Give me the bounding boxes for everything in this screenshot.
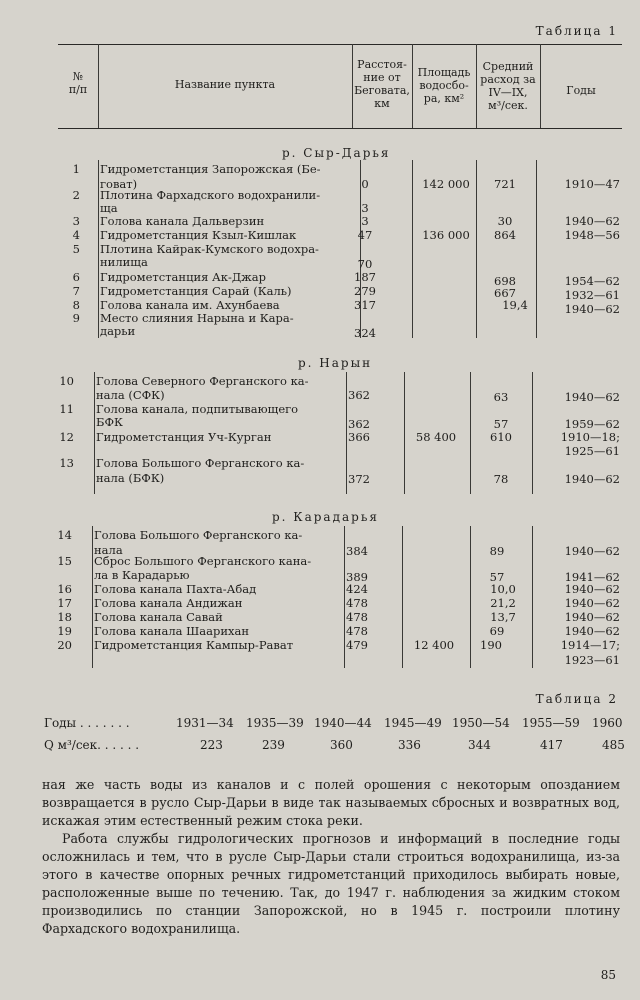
row-years: 1948—56 — [564, 228, 620, 242]
row-flow: 864 — [494, 228, 516, 242]
row-distance: 478 — [346, 624, 368, 638]
table2-caption: Таблица 2 — [535, 692, 618, 706]
row-name-continued: говат) — [100, 177, 138, 191]
col-divider — [532, 372, 533, 494]
row-area: 58 400 — [415, 430, 457, 444]
row-name: Голова канала Дальверзин — [100, 214, 265, 228]
row-name: Сброс Большого Ферганского кана- — [94, 554, 312, 568]
row-name-continued: ла в Карадарью — [94, 568, 190, 582]
table2-flow-cell: 360 — [330, 738, 353, 752]
table2-flow-label: Q м³/сек. . . . . . — [44, 738, 140, 752]
row-distance: 384 — [346, 544, 368, 558]
row-number: 20 — [57, 638, 72, 652]
table2-year-cell: 1931—34 — [176, 716, 234, 730]
row-name: Гидрометстанция Сарай (Каль) — [100, 284, 292, 298]
table1-caption: Таблица 1 — [535, 24, 618, 38]
table1-header-rule — [58, 128, 622, 129]
table2-years-label: Годы . . . . . . . — [44, 716, 130, 730]
row-flow: 610 — [490, 430, 512, 444]
row-number: 2 — [72, 188, 80, 202]
row-distance: 389 — [346, 570, 368, 584]
row-area: 12 400 — [413, 638, 455, 652]
row-name: Голова канала им. Ахунбаева — [100, 298, 280, 312]
row-name: Гидрометстанция Уч-Курган — [96, 430, 272, 444]
row-years: 1940—62 — [564, 214, 620, 228]
row-flow: 21,2 — [490, 596, 516, 610]
header-num: № п/п — [68, 70, 88, 96]
row-years: 1940—62 — [564, 624, 620, 638]
row-number: 1 — [72, 162, 80, 176]
row-flow: 57 — [493, 417, 509, 431]
row-number: 14 — [57, 528, 72, 542]
row-flow: 13,7 — [490, 610, 516, 624]
row-distance: 362 — [348, 388, 370, 402]
row-years: 1941—62 — [564, 570, 620, 584]
row-distance: 479 — [346, 638, 368, 652]
table1-top-rule — [58, 44, 622, 45]
row-flow: 57 — [489, 570, 505, 584]
header-years: Годы — [566, 84, 596, 97]
table2-year-cell: 1950—54 — [452, 716, 510, 730]
table2-year-cell: 1945—49 — [384, 716, 442, 730]
row-years: 1940—62 — [564, 596, 620, 610]
row-flow: 190 — [480, 638, 502, 652]
body-text — [42, 776, 620, 938]
row-name: Место слияния Нарына и Кара- — [100, 311, 294, 325]
row-years: 1932—61 — [564, 288, 620, 302]
row-years: 1940—62 — [564, 582, 620, 596]
col-divider — [94, 372, 95, 494]
table2-flow-cell: 344 — [468, 738, 491, 752]
row-years: 1910—47 — [564, 177, 620, 191]
row-distance: 478 — [346, 596, 368, 610]
row-number: 12 — [59, 430, 74, 444]
row-distance: 366 — [348, 430, 370, 444]
row-name: Голова канала Шаарихан — [94, 624, 250, 638]
table2-year-cell: 1940—44 — [314, 716, 372, 730]
row-distance: 478 — [346, 610, 368, 624]
row-flow: 19,4 — [502, 298, 528, 312]
row-years: 1954—62 — [564, 274, 620, 288]
table2-flow-cell: 417 — [540, 738, 563, 752]
row-number: 9 — [72, 311, 80, 325]
row-flow: 667 — [494, 286, 516, 300]
row-flow: 721 — [494, 177, 516, 191]
row-years: 1914—17; — [560, 638, 620, 652]
row-number: 4 — [72, 228, 80, 242]
col-divider — [98, 160, 99, 338]
row-years: 1940—62 — [564, 610, 620, 624]
header-distance: Расстоя- ние от Беговата, км — [354, 58, 410, 110]
section-title-syr-darya: р. Сыр-Дарья — [282, 146, 391, 160]
table2-flow-cell: 239 — [262, 738, 285, 752]
row-name-continued: БФК — [96, 415, 123, 429]
row-area: 136 000 — [422, 228, 470, 242]
col-divider — [404, 372, 405, 494]
table2-flow-cell: 336 — [398, 738, 421, 752]
row-name: Гидрометстанция Кампыр-Рават — [94, 638, 294, 652]
row-distance: 279 — [354, 284, 376, 298]
row-number: 19 — [57, 624, 72, 638]
table2-year-cell: 1935—39 — [246, 716, 304, 730]
row-years: 1940—62 — [564, 390, 620, 404]
table2-year-cell: 1955—59 — [522, 716, 580, 730]
paragraph: Работа службы гидрологических прогнозов и информаций в последние годы осложнилась и тем, что в русле Сыр-Дарьи стали строиться водохранилища, из-за этого в качестве опорных речных гидрометстанций приходилось выбирать новые, расположенные выше по течению. Так, до 1947 г. наблюдения за жидким стоком производились по станции Запорожской, но в 1945 г. построили плотину Фархадского водохранилища. — [42, 831, 620, 936]
row-flow: 78 — [493, 472, 509, 486]
col-divider — [402, 526, 403, 668]
row-name: Голова Северного Ферганского ка- — [96, 374, 309, 388]
row-name-continued: нала — [94, 543, 123, 557]
row-flow: 69 — [489, 624, 505, 638]
row-flow: 89 — [489, 544, 505, 558]
row-number: 18 — [57, 610, 72, 624]
row-number: 16 — [57, 582, 72, 596]
row-distance: 3 — [361, 201, 369, 215]
header-name: Название пункта — [174, 78, 276, 91]
row-number: 3 — [72, 214, 80, 228]
row-name: Голова Большого Ферганского ка- — [94, 528, 303, 542]
row-number: 6 — [72, 270, 80, 284]
row-name: Гидрометстанция Ак-Джар — [100, 270, 266, 284]
row-name: Голова Большого Ферганского ка- — [96, 456, 305, 470]
row-years: 1959—62 — [564, 417, 620, 431]
row-area: 142 000 — [422, 177, 470, 191]
col-divider — [412, 160, 413, 338]
row-flow: 698 — [494, 274, 516, 288]
row-number: 5 — [72, 242, 80, 256]
row-name: Голова канала Савай — [94, 610, 223, 624]
row-flow: 63 — [493, 390, 509, 404]
col-divider — [532, 526, 533, 668]
col-divider — [98, 44, 99, 128]
paragraph: ная же часть воды из каналов и с полей орошения с некоторым опозданием возвращается в русло Сыр-Дарьи в виде так называемых сбросных и возвратных вод, искажая этим естественный режим стока реки. — [42, 777, 620, 828]
row-name: Плотина Кайрак-Кумского водохра- — [100, 242, 319, 256]
row-years: 1910—18; — [560, 430, 620, 444]
section-title-karadarya: р. Карадарья — [272, 510, 379, 524]
row-name: Гидрометстанция Кзыл-Кишлак — [100, 228, 297, 242]
table2-flow-cell: 485 — [602, 738, 625, 752]
row-number: 17 — [57, 596, 72, 610]
row-name-continued: нала (БФК) — [96, 471, 165, 485]
row-distance: 3 — [361, 214, 369, 228]
row-name: Голова канала, подпитывающего — [96, 402, 299, 416]
row-number: 13 — [59, 456, 74, 470]
row-distance: 70 — [357, 257, 373, 271]
header-flow: Средний расход за IV—IX, м³/сек. — [480, 60, 536, 112]
col-divider — [470, 372, 471, 494]
row-name-continued: нала (СФК) — [96, 388, 165, 402]
row-distance: 317 — [354, 298, 376, 312]
row-years: 1940—62 — [564, 544, 620, 558]
row-years: 1940—62 — [564, 472, 620, 486]
row-number: 7 — [72, 284, 80, 298]
row-name-continued: ща — [100, 201, 118, 215]
row-name-continued: нилища — [100, 255, 148, 269]
row-distance: 0 — [361, 177, 369, 191]
row-number: 11 — [59, 402, 74, 416]
row-years: 1940—62 — [564, 302, 620, 316]
row-years-continued: 1923—61 — [564, 653, 620, 667]
table2-flow-cell: 223 — [200, 738, 223, 752]
row-name: Плотина Фархадского водохранили- — [100, 188, 321, 202]
row-number: 8 — [72, 298, 80, 312]
col-divider — [92, 526, 93, 668]
table2-year-cell: 1960 — [592, 716, 623, 730]
row-distance: 324 — [354, 326, 376, 340]
row-name: Гидрометстанция Запорожская (Бе- — [100, 162, 321, 176]
row-years-continued: 1925—61 — [564, 444, 620, 458]
row-distance: 372 — [348, 472, 370, 486]
header-area: Площадь водосбо- ра, км² — [417, 66, 471, 105]
page-number: 85 — [600, 968, 616, 982]
row-number: 10 — [59, 374, 74, 388]
row-flow: 30 — [497, 214, 513, 228]
row-name-continued: дарьи — [100, 324, 136, 338]
row-name: Голова канала Андижан — [94, 596, 243, 610]
col-divider — [476, 160, 477, 338]
row-distance: 47 — [357, 228, 373, 242]
row-distance: 187 — [354, 270, 376, 284]
section-title-naryn: р. Нарын — [298, 356, 373, 370]
row-flow: 10,0 — [490, 582, 516, 596]
row-number: 15 — [57, 554, 72, 568]
row-name: Голова канала Пахта-Абад — [94, 582, 257, 596]
row-distance: 362 — [348, 417, 370, 431]
row-distance: 424 — [346, 582, 368, 596]
